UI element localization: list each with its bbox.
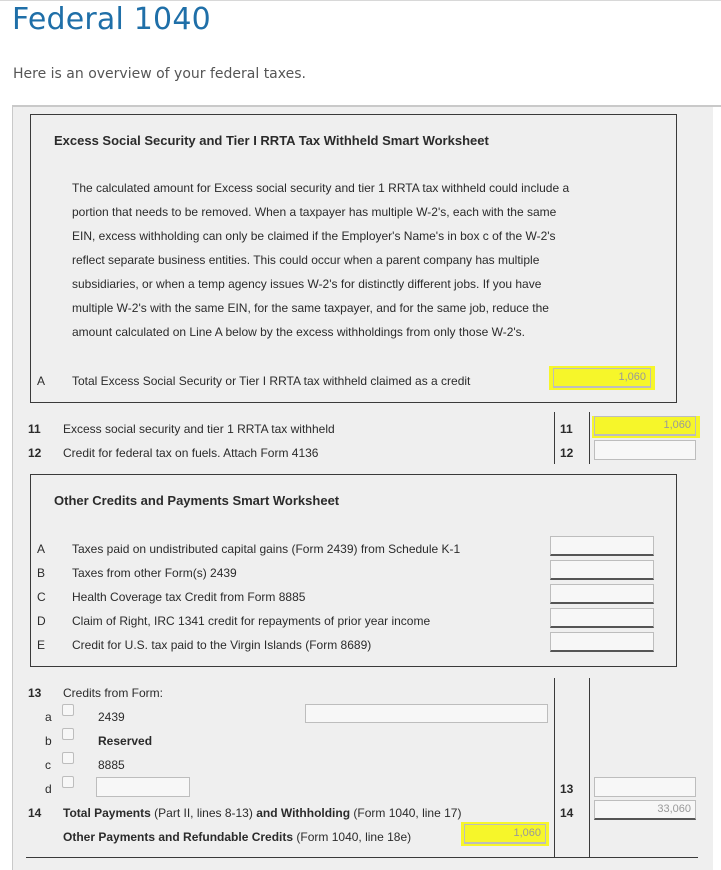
line-14-label-bold: and Withholding	[256, 806, 351, 820]
other-item-letter: A	[37, 542, 46, 556]
other-payments-label-bold: Other Payments and Refundable Credits	[63, 830, 294, 844]
line-11-number: 11	[28, 422, 41, 436]
line-12-box-number: 12	[560, 446, 574, 460]
other-item-letter: E	[37, 638, 46, 652]
other-item-label: Taxes paid on undistributed capital gains (Form 2439) from Schedule K-1	[72, 542, 461, 556]
page-subtitle: Here is an overview of your federal taxes.	[13, 66, 306, 82]
line-13-row-letter: b	[45, 734, 52, 748]
line-13-row-letter: c	[45, 758, 51, 772]
excess-line-a-label: Total Excess Social Security or Tier I RRTA tax withheld claimed as a credit	[72, 374, 471, 388]
line-14-label-bold: Total Payments	[63, 806, 151, 820]
amount-column-divider	[589, 412, 590, 464]
box-column-divider-lower	[554, 678, 555, 858]
line-11-value: 1,060	[663, 419, 691, 431]
top-divider	[0, 0, 721, 1]
other-payments-field[interactable]	[464, 824, 546, 844]
line-14-number: 14	[28, 806, 42, 820]
line-13-box-number: 13	[560, 782, 574, 796]
other-item-field-a[interactable]	[550, 536, 654, 556]
other-item-label: Taxes from other Form(s) 2439	[72, 566, 237, 580]
form-2439-checkbox[interactable]	[62, 704, 74, 716]
other-form-checkbox[interactable]	[62, 776, 74, 788]
other-payments-label-part: (Form 1040, line 18e)	[293, 830, 412, 844]
box-column-divider	[554, 412, 555, 464]
other-payments-label	[63, 830, 411, 844]
other-item-field-c[interactable]	[550, 584, 654, 604]
excess-ss-worksheet-text: The calculated amount for Excess social security and tier 1 RRTA tax withheld could include a portion that needs to be removed. When a taxpayer has multiple W-2's, each with the same EIN, excess withholding can only be claimed if the Employer's Name's in box c of the W-2's reflect separate business entities. This could occur when a parent company has multiple subsidiaries, or when a temp agency issues W-2's for distinctly different jobs. If you have multiple W-2's with the same EIN, for the same taxpayer, and for the same job, reduce the amount calculated on Line A below by the excess withholdings from only those W-2's.	[72, 181, 570, 339]
line-13-label: Credits from Form:	[63, 686, 164, 700]
other-item-field-b[interactable]	[550, 560, 654, 580]
line-14-label-part: (Part II, lines 8-13)	[150, 806, 257, 820]
excess-line-a-field[interactable]	[553, 368, 651, 388]
line-11-field[interactable]	[594, 416, 696, 436]
other-item-label: Claim of Right, IRC 1341 credit for repayments of prior year income	[72, 614, 431, 628]
other-item-field-d[interactable]	[550, 608, 654, 628]
line-13-row-label: Reserved	[98, 734, 153, 748]
other-payments-value: 1,060	[513, 827, 541, 839]
other-item-field-e[interactable]	[550, 632, 654, 652]
other-item-letter: D	[37, 614, 46, 628]
page-title: Federal 1040	[12, 2, 211, 37]
line-13-row-letter: d	[45, 782, 52, 796]
form-8885-checkbox[interactable]	[62, 752, 74, 764]
line-12-field[interactable]	[594, 440, 696, 460]
line-12-number: 12	[28, 446, 42, 460]
line-13-number: 13	[28, 686, 42, 700]
line-12-label: Credit for federal tax on fuels. Attach Form 4136	[63, 446, 319, 460]
line-14-label-part: (Form 1040, line 17)	[350, 806, 462, 820]
line-11-box-number: 11	[560, 422, 573, 436]
line-13-row-label: 2439	[98, 710, 125, 724]
amount-column-divider-lower	[589, 678, 590, 858]
other-item-letter: C	[37, 590, 46, 604]
line-13-row-letter: a	[45, 710, 52, 724]
other-credits-worksheet-title: Other Credits and Payments Smart Worksheet	[54, 493, 340, 508]
other-item-label: Credit for U.S. tax paid to the Virgin Islands (Form 8689)	[72, 638, 372, 652]
line-14-box-number: 14	[560, 806, 574, 820]
line-13-field[interactable]	[594, 777, 696, 797]
other-form-number-field[interactable]	[96, 777, 190, 797]
form-bottom-rule	[26, 857, 698, 858]
excess-ss-worksheet-title: Excess Social Security and Tier I RRTA Tax Withheld Smart Worksheet	[54, 133, 489, 148]
form-2439-amount-field[interactable]	[305, 704, 548, 723]
line-14-field[interactable]	[594, 800, 696, 820]
excess-line-a-letter: A	[37, 374, 46, 388]
reserved-checkbox[interactable]	[62, 728, 74, 740]
line-13-row-label: 8885	[98, 758, 125, 772]
panel-edge	[713, 107, 721, 870]
line-14-value: 33,060	[657, 803, 691, 815]
other-item-label: Health Coverage tax Credit from Form 8885	[72, 590, 306, 604]
other-item-letter: B	[37, 566, 46, 580]
line-11-label: Excess social security and tier 1 RRTA tax withheld	[63, 422, 335, 436]
excess-line-a-value: 1,060	[618, 371, 646, 383]
line-14-label	[63, 806, 461, 820]
